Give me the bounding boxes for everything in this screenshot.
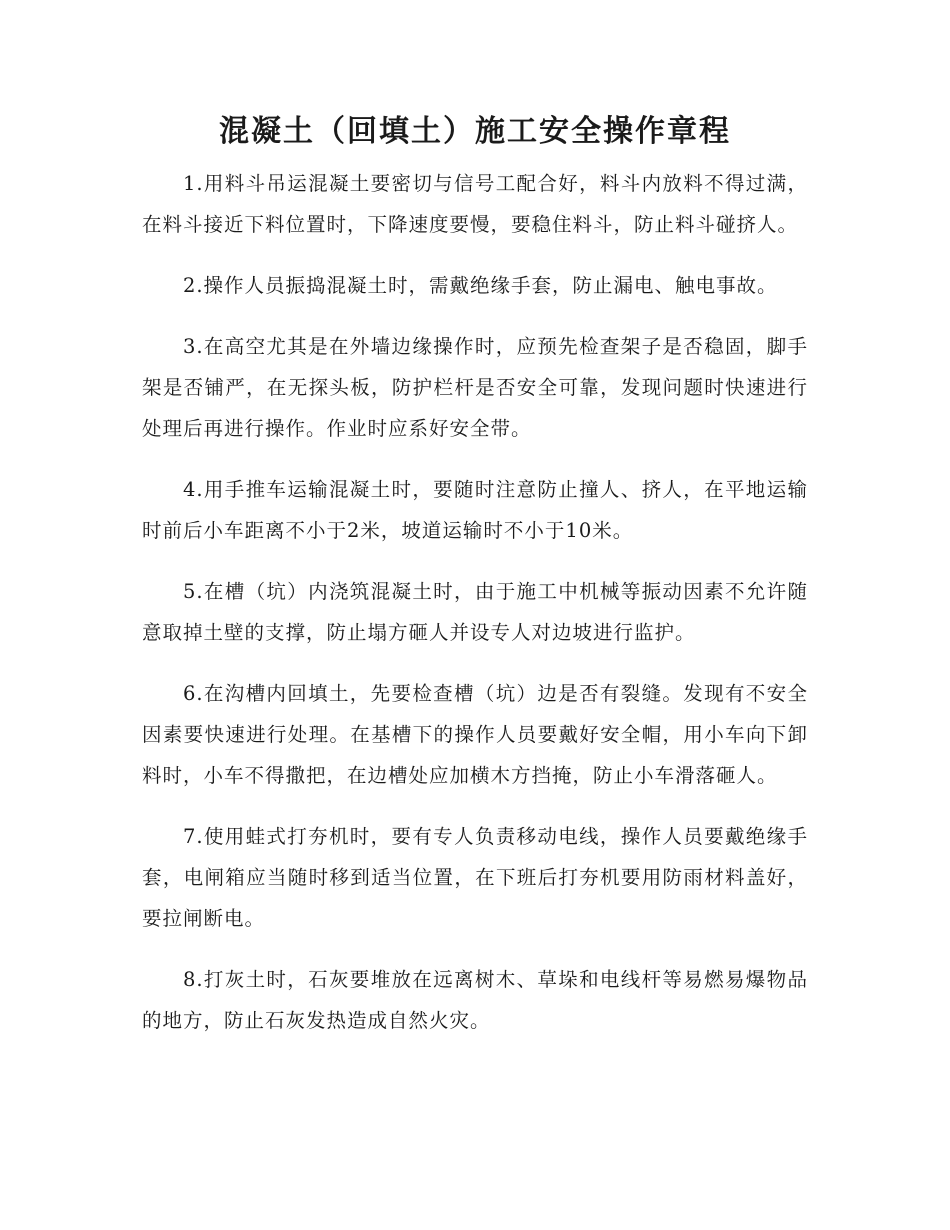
paragraph-3: 3.在高空尤其是在外墙边缘操作时，应预先检查架子是否稳固，脚手架是否铺严，在无探头板，防护栏杆是否安全可靠，发现问题时快速进行处理后再进行操作。作业时应系好安全带。 [142, 335, 808, 440]
paragraph-5: 5.在槽（坑）内浇筑混凝土时，由于施工中机械等振动因素不允许随意取掉土壁的支撑，防止塌方砸人并设专人对边坡进行监护。 [142, 580, 808, 644]
paragraph-7: 7.使用蛙式打夯机时，要有专人负责移动电线，操作人员要戴绝缘手套，电闸箱应当随时移到适当位置，在下班后打夯机要用防雨材料盖好，要拉闸断电。 [142, 825, 808, 930]
document-title: 混凝土（回填土）施工安全操作章程 [219, 114, 731, 149]
paragraph-1: 1.用料斗吊运混凝土要密切与信号工配合好，料斗内放料不得过满，在料斗接近下料位置时，下降速度要慢，要稳住料斗，防止料斗碰挤人。 [142, 172, 808, 236]
paragraph-6: 6.在沟槽内回填土，先要检查槽（坑）边是否有裂缝。发现有不安全因素要快速进行处理。在基槽下的操作人员要戴好安全帽，用小车向下卸料时，小车不得撒把，在边槽处应加横木方挡掩，防止小车滑落砸人。 [142, 682, 808, 787]
paragraph-4: 4.用手推车运输混凝土时，要随时注意防止撞人、挤人，在平地运输时前后小车距离不小于2米，坡道运输时不小于10米。 [142, 478, 808, 542]
paragraph-8: 8.打灰土时，石灰要堆放在远离树木、草垛和电线杆等易燃易爆物品的地方，防止石灰发热造成自然火灾。 [142, 968, 808, 1032]
paragraph-2: 2.操作人员振捣混凝土时，需戴绝缘手套，防止漏电、触电事故。 [182, 274, 778, 297]
